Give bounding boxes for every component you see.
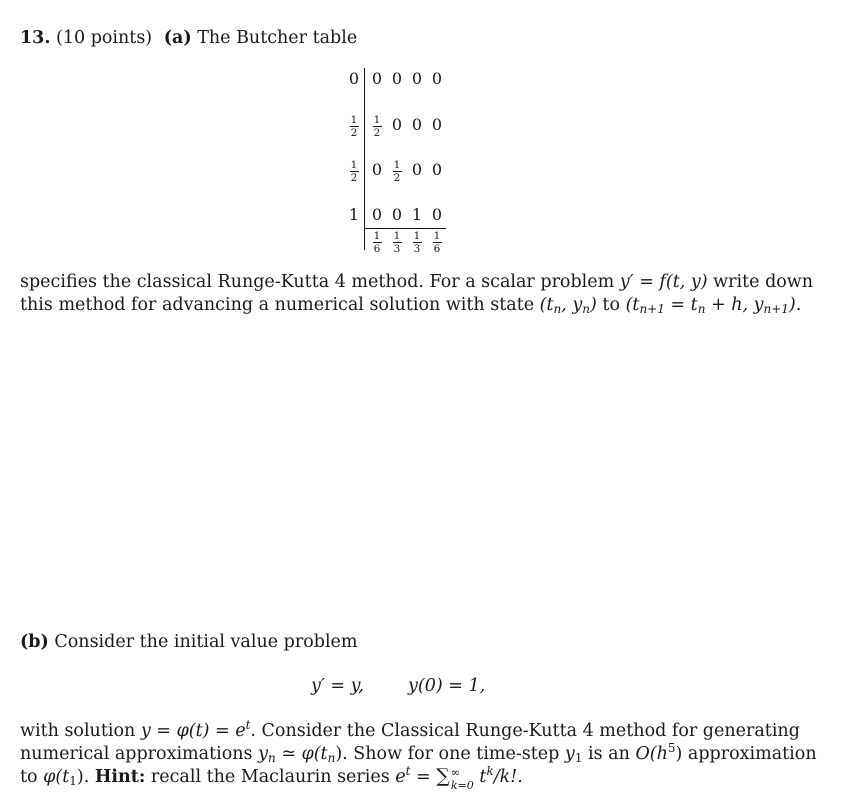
butcher-a-4-4: 0 bbox=[431, 205, 443, 224]
part-b-text-line-3 bbox=[20, 760, 523, 792]
hint-equals: = bbox=[410, 767, 437, 787]
butcher-a-2-2: 0 bbox=[391, 115, 403, 134]
hint-label: Hint: bbox=[94, 767, 146, 787]
phi-tn: ≃ φ(t bbox=[275, 744, 328, 764]
state-to-sub3: n+1 bbox=[763, 302, 789, 316]
state-to-b: = t bbox=[664, 295, 698, 315]
butcher-horizontal-rule bbox=[364, 228, 446, 229]
y1-var: y bbox=[564, 744, 575, 764]
phi-t1: φ(t bbox=[43, 767, 70, 787]
big-o: O(h bbox=[635, 744, 668, 764]
butcher-a-2-1: 1 2 bbox=[373, 114, 381, 139]
part-b-text-1b: . Consider the Classical Runge-Kutta 4 method for generating bbox=[250, 721, 800, 741]
solution-eq: y = φ(t) = e bbox=[140, 721, 246, 741]
butcher-c-1: 0 bbox=[348, 69, 360, 88]
part-a-title: The Butcher table bbox=[197, 28, 358, 48]
part-a-text-1a: specifies the classical Runge-Kutta 4 method. For a scalar problem bbox=[20, 272, 620, 292]
part-b-text-2d: ) approximation bbox=[675, 744, 817, 764]
hint-term-sup: k bbox=[486, 764, 494, 778]
sum-limits bbox=[450, 766, 474, 792]
butcher-c-4: 1 bbox=[348, 205, 360, 224]
problem-points: (10 points) bbox=[56, 28, 153, 48]
yn-var: y bbox=[258, 744, 268, 764]
to-word: to bbox=[596, 295, 626, 315]
part-b-text-2a: numerical approximations bbox=[20, 744, 259, 764]
part-a-text-line-1 bbox=[20, 271, 813, 293]
butcher-c-3: 1 2 bbox=[350, 159, 358, 184]
butcher-a-3-3: 0 bbox=[411, 160, 423, 179]
solution-eq-sup: t bbox=[245, 718, 251, 732]
part-a-text-2a: this method for advancing a numerical solution with state bbox=[20, 295, 540, 315]
state-to-sub1: n+1 bbox=[639, 302, 665, 316]
part-a-label: (a) bbox=[163, 28, 192, 48]
sum-symbol: ∑ bbox=[436, 765, 450, 787]
butcher-b-1: 1 6 bbox=[373, 230, 381, 255]
state-from-sub1: n bbox=[553, 302, 562, 316]
part-a-text-line-2 bbox=[20, 294, 801, 320]
ivp-ode: y′ = y, bbox=[311, 676, 364, 696]
part-b-header bbox=[20, 631, 358, 653]
butcher-a-2-4: 0 bbox=[431, 115, 443, 134]
y1-sub: 1 bbox=[574, 751, 583, 765]
butcher-a-1-3: 0 bbox=[411, 69, 423, 88]
state-from-a: (t bbox=[539, 295, 554, 315]
hint-e: e bbox=[395, 767, 406, 787]
part-b-text-2c: is an bbox=[582, 744, 636, 764]
butcher-b-2: 1 3 bbox=[393, 230, 401, 255]
butcher-a-3-1: 0 bbox=[371, 160, 383, 179]
state-to-d: ). bbox=[788, 295, 802, 315]
state-from-mid: , y bbox=[561, 295, 583, 315]
butcher-a-1-4: 0 bbox=[431, 69, 443, 88]
state-to-a: (t bbox=[625, 295, 640, 315]
sum-upper: ∞ bbox=[450, 766, 461, 779]
butcher-a-1-2: 0 bbox=[391, 69, 403, 88]
butcher-a-3-2: 1 2 bbox=[393, 159, 401, 184]
butcher-a-4-3: 1 bbox=[411, 205, 423, 224]
state-from-end: ) bbox=[590, 295, 597, 315]
part-b-text-1a: with solution bbox=[20, 721, 141, 741]
sum-lower: k=0 bbox=[450, 779, 474, 792]
problem-number: 13. bbox=[20, 28, 51, 48]
butcher-a-2-3: 0 bbox=[411, 115, 423, 134]
butcher-table bbox=[0, 0, 848, 270]
part-b-text-3b: ). bbox=[76, 767, 90, 787]
part-a-text-1b: write down bbox=[707, 272, 814, 292]
tn-sub: n bbox=[327, 751, 336, 765]
butcher-a-4-2: 0 bbox=[391, 205, 403, 224]
hint-text: recall the Maclaurin series bbox=[145, 767, 396, 787]
part-b-label: (b) bbox=[20, 632, 49, 652]
ivp-initial-condition: y(0) = 1, bbox=[408, 676, 486, 696]
hint-tail: /k!. bbox=[493, 767, 523, 787]
yn-sub: n bbox=[267, 751, 276, 765]
ode-equation: y′ = f(t, y) bbox=[619, 272, 708, 292]
butcher-a-1-1: 0 bbox=[371, 69, 383, 88]
state-to-sub2: n bbox=[697, 302, 706, 316]
part-b-title: Consider the initial value problem bbox=[54, 632, 358, 652]
ivp-equation-right bbox=[408, 675, 485, 697]
part-b-text-3a: to bbox=[20, 767, 44, 787]
butcher-b-3: 1 3 bbox=[413, 230, 421, 255]
t1-sub: 1 bbox=[69, 774, 77, 788]
hint-term: t bbox=[473, 767, 487, 787]
butcher-b-4: 1 6 bbox=[433, 230, 441, 255]
hint-e-sup: t bbox=[405, 764, 411, 778]
butcher-c-2: 1 2 bbox=[350, 114, 358, 139]
butcher-vertical-rule bbox=[364, 68, 365, 250]
part-b-text-2b: ). Show for one time-step bbox=[335, 744, 565, 764]
state-from-sub2: n bbox=[582, 302, 591, 316]
butcher-a-3-4: 0 bbox=[431, 160, 443, 179]
big-o-sup: 5 bbox=[667, 741, 676, 755]
butcher-a-4-1: 0 bbox=[371, 205, 383, 224]
ivp-equation-left bbox=[311, 675, 364, 697]
state-to-c: + h, y bbox=[705, 295, 764, 315]
